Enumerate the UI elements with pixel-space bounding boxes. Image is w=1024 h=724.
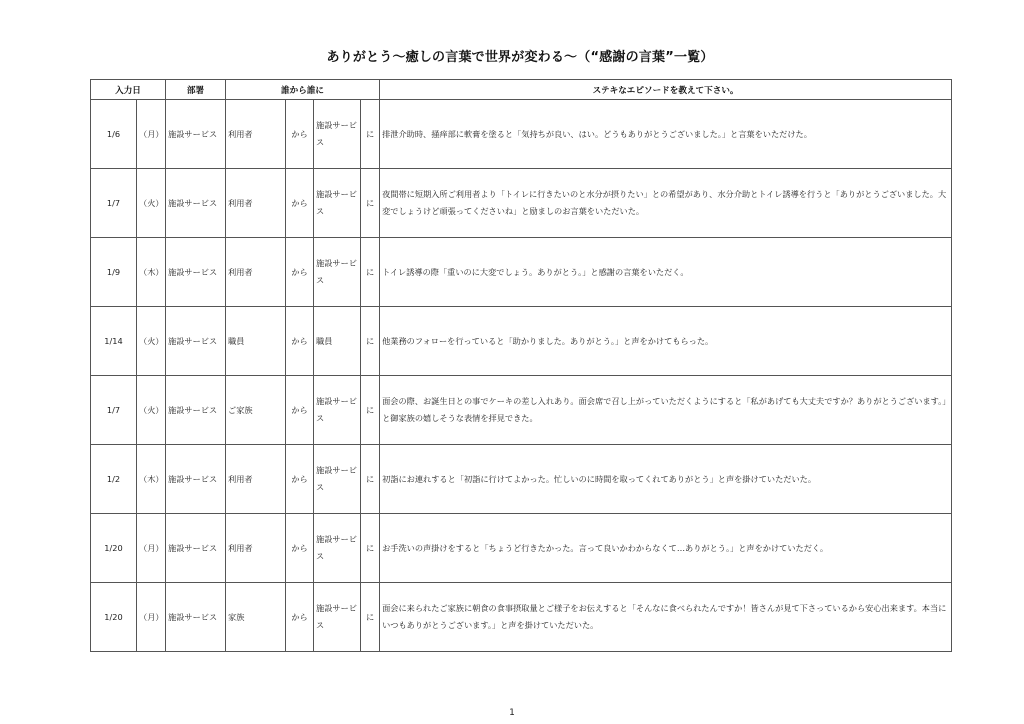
cell-weekday: （月） xyxy=(137,514,166,583)
cell-date: 1/2 xyxy=(91,445,137,514)
header-input-date: 入力日 xyxy=(91,80,166,100)
cell-date: 1/20 xyxy=(91,583,137,652)
cell-kara: から xyxy=(286,307,314,376)
table-row xyxy=(91,238,952,307)
table-row xyxy=(91,100,952,169)
cell-episode: 初詣にお連れすると「初詣に行けてよかった。忙しいのに時間を取ってくれてありがとう」と声を掛けていただいた。 xyxy=(380,445,952,514)
cell-weekday: （月） xyxy=(137,100,166,169)
cell-kara: から xyxy=(286,445,314,514)
cell-department: 施設サービス xyxy=(166,514,226,583)
cell-weekday: （木） xyxy=(137,445,166,514)
cell-episode: 面会に来られたご家族に朝食の食事摂取量とご様子をお伝えすると「そんなに食べられたんですか！皆さんが見て下さっているから安心出来ます。本当にいつもありがとうございます。」と声を掛けていただいた。 xyxy=(380,583,952,652)
cell-ni: に xyxy=(361,514,380,583)
cell-to: 職員 xyxy=(314,307,361,376)
cell-episode: 他業務のフォローを行っていると「助かりました。ありがとう。」と声をかけてもらった。 xyxy=(380,307,952,376)
cell-weekday: （火） xyxy=(137,307,166,376)
header-department: 部署 xyxy=(166,80,226,100)
cell-weekday: （火） xyxy=(137,376,166,445)
cell-from: 職員 xyxy=(226,307,286,376)
cell-ni: に xyxy=(361,100,380,169)
cell-department: 施設サービス xyxy=(166,100,226,169)
cell-episode: お手洗いの声掛けをすると「ちょうど行きたかった。言って良いかわからなくて…ありがとう。」と声をかけていただく。 xyxy=(380,514,952,583)
cell-date: 1/7 xyxy=(91,169,137,238)
cell-episode: 面会の際、お誕生日との事でケーキの差し入れあり。面会席で召し上がっていただくようにすると「私があげても大丈夫ですか？ありがとうございます。」と御家族の嬉しそうな表情を拝見できた。 xyxy=(380,376,952,445)
cell-ni: に xyxy=(361,169,380,238)
cell-kara: から xyxy=(286,376,314,445)
cell-from: 利用者 xyxy=(226,445,286,514)
cell-from: 利用者 xyxy=(226,169,286,238)
cell-ni: に xyxy=(361,238,380,307)
header-episode: ステキなエピソードを教えて下さい。 xyxy=(380,80,952,100)
cell-ni: に xyxy=(361,376,380,445)
cell-date: 1/7 xyxy=(91,376,137,445)
cell-kara: から xyxy=(286,238,314,307)
table-row xyxy=(91,307,952,376)
cell-kara: から xyxy=(286,169,314,238)
cell-department: 施設サービス xyxy=(166,376,226,445)
table-row xyxy=(91,583,952,652)
cell-ni: に xyxy=(361,307,380,376)
cell-from: 利用者 xyxy=(226,514,286,583)
gratitude-table xyxy=(90,79,952,652)
cell-kara: から xyxy=(286,100,314,169)
cell-date: 1/14 xyxy=(91,307,137,376)
cell-from: 家族 xyxy=(226,583,286,652)
cell-to: 施設サービス xyxy=(314,376,361,445)
cell-kara: から xyxy=(286,583,314,652)
cell-ni: に xyxy=(361,445,380,514)
cell-date: 1/9 xyxy=(91,238,137,307)
cell-department: 施設サービス xyxy=(166,169,226,238)
table-row xyxy=(91,169,952,238)
table-row xyxy=(91,445,952,514)
page-number: 1 xyxy=(509,708,515,718)
cell-kara: から xyxy=(286,514,314,583)
cell-ni: に xyxy=(361,583,380,652)
cell-weekday: （木） xyxy=(137,238,166,307)
cell-episode: トイレ誘導の際「重いのに大変でしょう。ありがとう。」と感謝の言葉をいただく。 xyxy=(380,238,952,307)
cell-department: 施設サービス xyxy=(166,583,226,652)
cell-to: 施設サービス xyxy=(314,445,361,514)
cell-to: 施設サービス xyxy=(314,169,361,238)
document-title: ありがとう～癒しの言葉で世界が変わる～（“感謝の言葉”一覧） xyxy=(326,50,714,65)
cell-department: 施設サービス xyxy=(166,238,226,307)
cell-to: 施設サービス xyxy=(314,238,361,307)
table-row xyxy=(91,376,952,445)
cell-to: 施設サービス xyxy=(314,100,361,169)
cell-weekday: （月） xyxy=(137,583,166,652)
table-body xyxy=(91,100,952,652)
cell-date: 1/20 xyxy=(91,514,137,583)
header-row xyxy=(91,80,952,100)
cell-from: 利用者 xyxy=(226,238,286,307)
cell-to: 施設サービス xyxy=(314,583,361,652)
cell-date: 1/6 xyxy=(91,100,137,169)
cell-episode: 夜間帯に短期入所ご利用者より「トイレに行きたいのと水分が摂りたい」との希望があり、水分介助とトイレ誘導を行うと「ありがとうございました。大変でしょうけど頑張ってくださいね」と励ましのお言葉をいただいた。 xyxy=(380,169,952,238)
cell-episode: 排泄介助時、掻痒部に軟膏を塗ると「気持ちが良い、はい。どうもありがとうございました。」と言葉をいただけた。 xyxy=(380,100,952,169)
header-who-to-whom: 誰から誰に xyxy=(226,80,380,100)
cell-department: 施設サービス xyxy=(166,445,226,514)
cell-department: 施設サービス xyxy=(166,307,226,376)
cell-weekday: （火） xyxy=(137,169,166,238)
cell-to: 施設サービス xyxy=(314,514,361,583)
cell-from: ご家族 xyxy=(226,376,286,445)
table-row xyxy=(91,514,952,583)
cell-from: 利用者 xyxy=(226,100,286,169)
